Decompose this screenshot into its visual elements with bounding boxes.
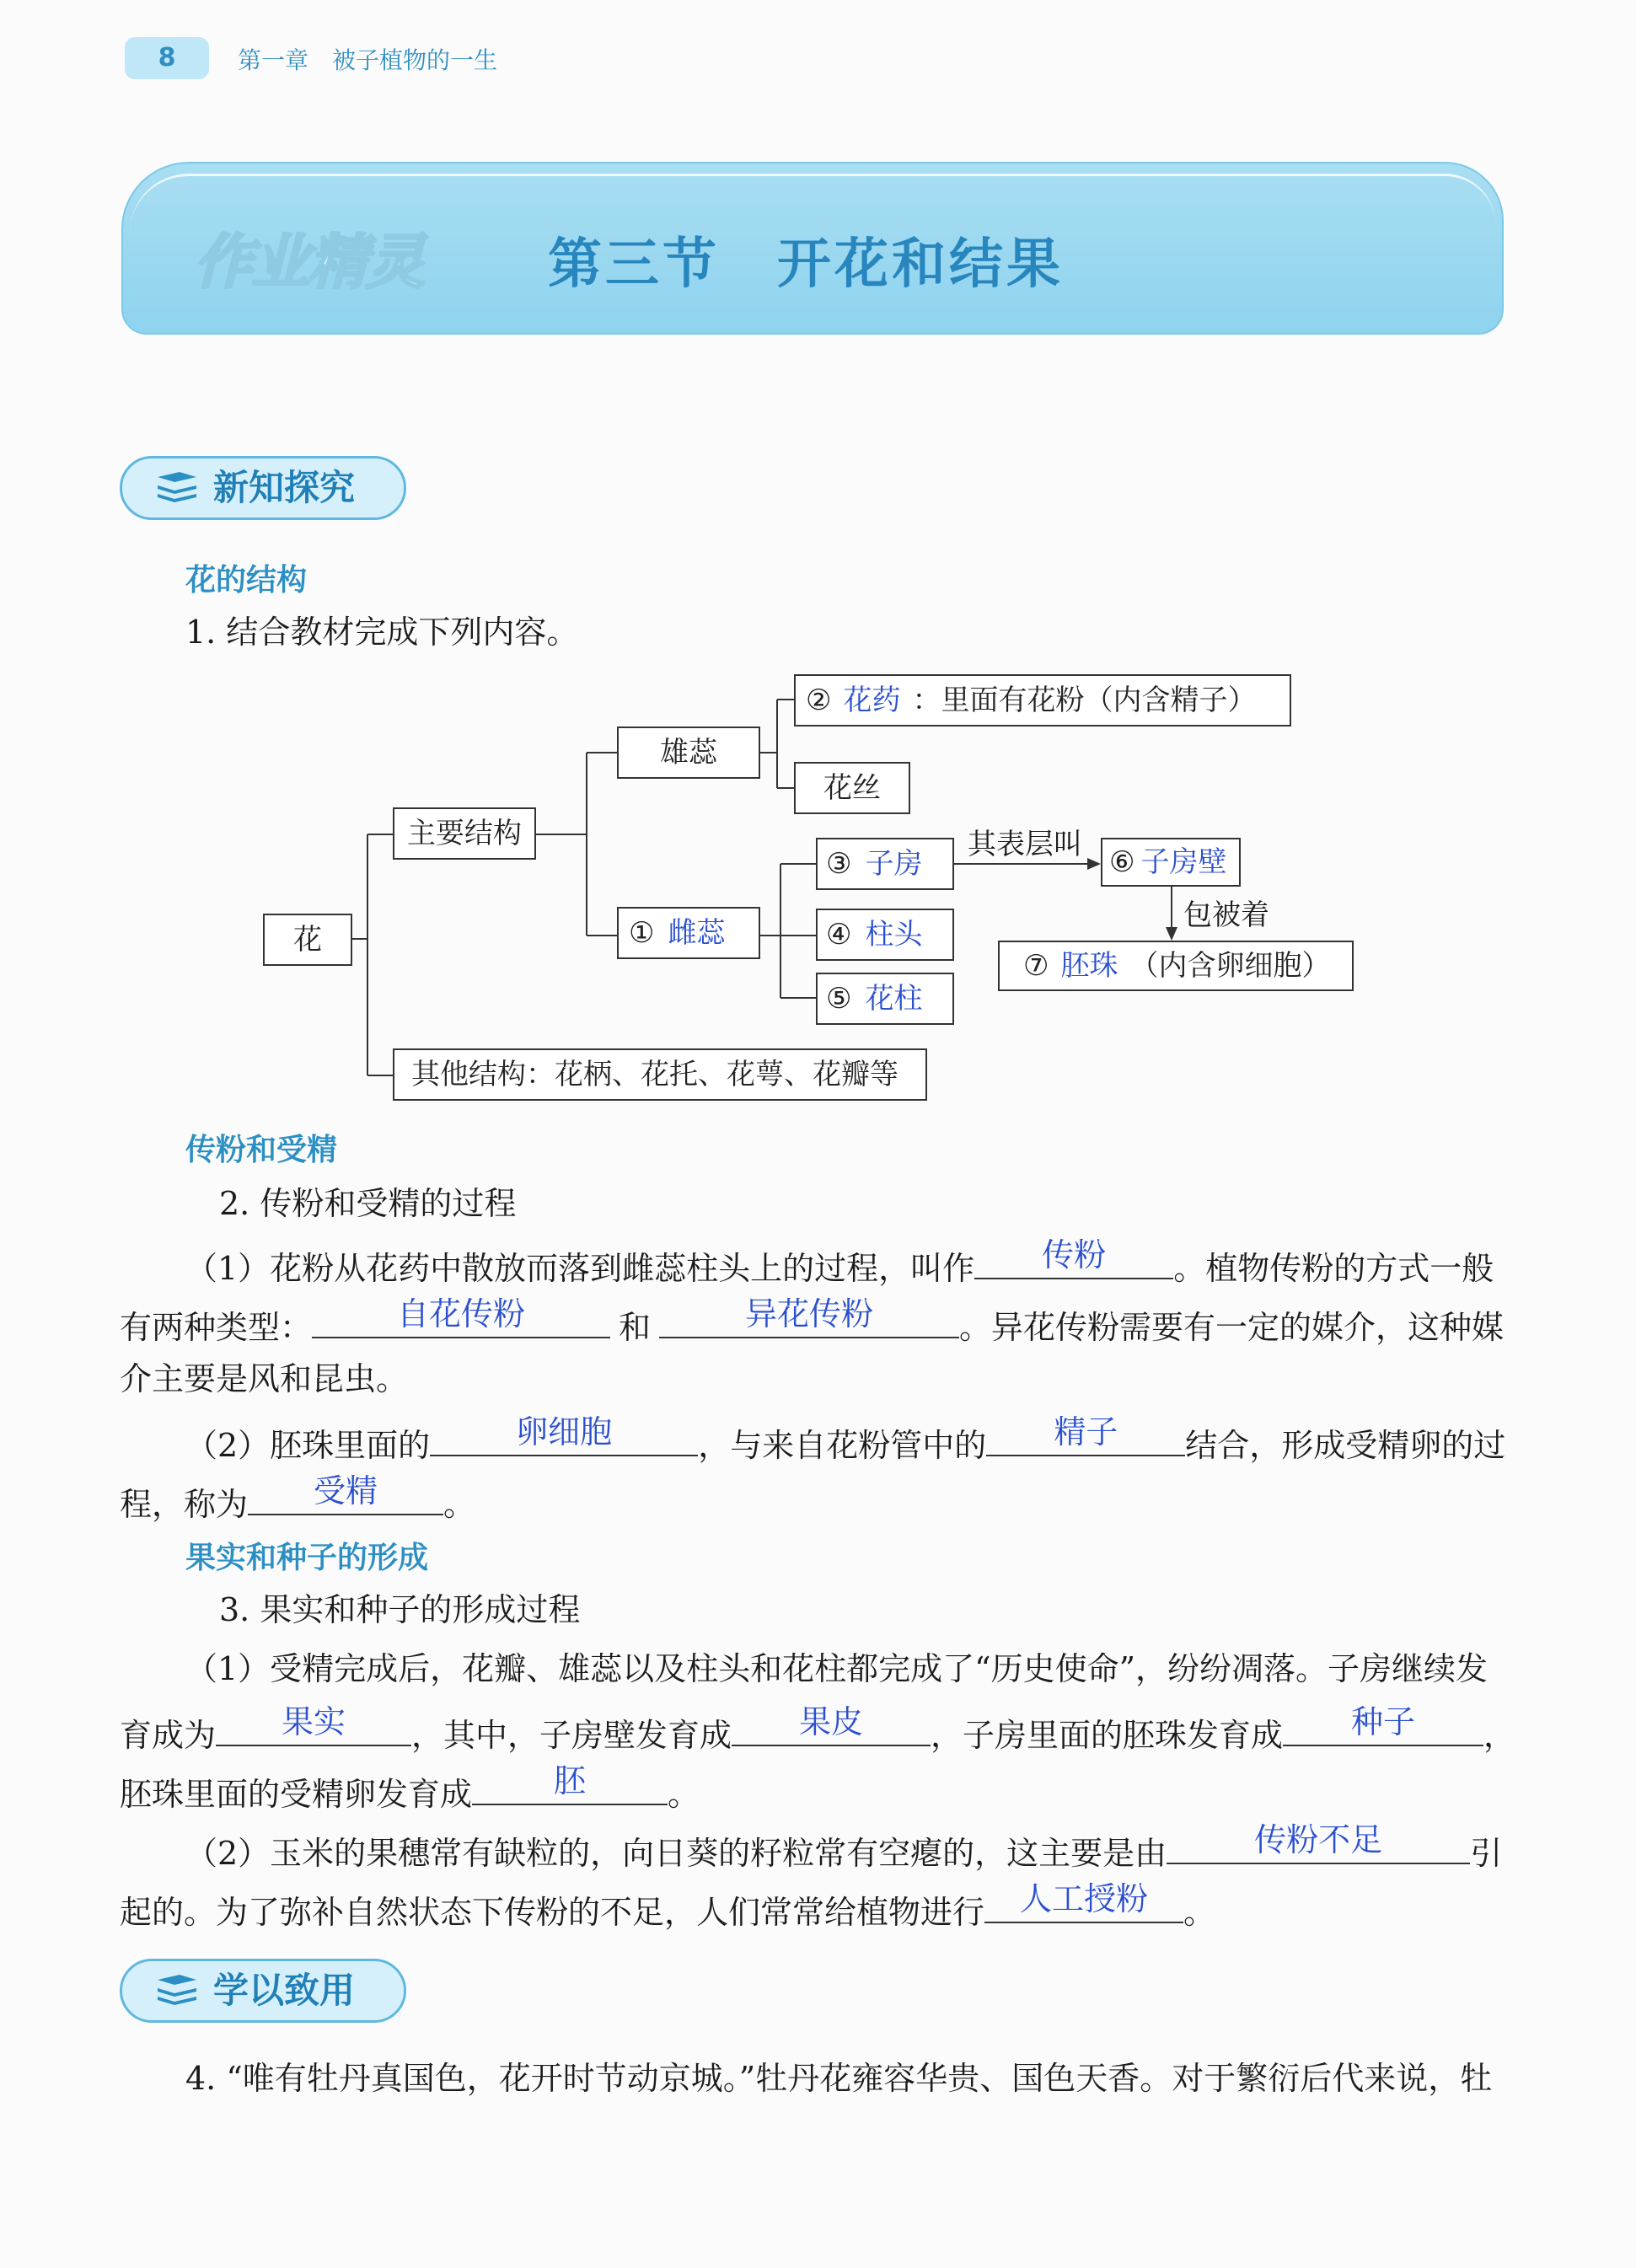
style-box <box>816 973 954 1025</box>
section-label-practice <box>120 1959 406 2023</box>
q2-text: 。植物传粉的方式一般 <box>1173 1250 1494 1287</box>
books-icon <box>154 1973 200 2010</box>
stigma-number: ④ <box>826 918 852 952</box>
other-structure-box: 其他结构：花柄、花托、花萼、花瓣等 <box>393 1048 927 1101</box>
answer-blank <box>472 1762 668 1805</box>
answer-text: 果实 <box>282 1703 346 1740</box>
stigma-box <box>816 909 954 961</box>
flower-box: 花 <box>263 914 352 966</box>
answer-blank <box>732 1703 931 1746</box>
q2-line-5 <box>120 1472 476 1525</box>
q3-line-3 <box>120 1762 700 1815</box>
anther-number: ② <box>806 684 832 717</box>
answer-blank <box>974 1236 1173 1279</box>
answer-blank <box>216 1703 411 1746</box>
q2-line-3: 介主要是风和昆虫。 <box>120 1360 409 1397</box>
ovary-box <box>816 838 954 890</box>
q2-text: （1）花粉从花药中散放而落到雌蕊柱头上的过程，叫作 <box>185 1250 975 1287</box>
ovary-wall-number: ⑥ <box>1109 845 1135 879</box>
pistil-number: ① <box>629 916 655 950</box>
filament-box: 花丝 <box>794 762 910 814</box>
q2-text: 。异花传粉需要有一定的媒介，这种媒 <box>959 1309 1505 1346</box>
q3-line-2 <box>120 1703 1516 1756</box>
lesson-title: 第三节 开花和结果 <box>548 233 1064 296</box>
surface-label: 其表层叫 <box>968 828 1082 861</box>
ovule-number: ⑦ <box>1023 949 1049 983</box>
answer-blank <box>659 1295 959 1338</box>
q3-text: 育成为 <box>120 1717 217 1754</box>
q3-text: ， <box>1483 1717 1516 1754</box>
ovule-box <box>998 941 1354 991</box>
stigma-answer: 柱头 <box>851 910 936 961</box>
pistil-box <box>617 907 760 959</box>
answer-blank <box>312 1295 610 1338</box>
question-2: 2. 传粉和受精的过程 <box>219 1185 517 1222</box>
answer-text: 受精 <box>314 1472 378 1509</box>
q2-text: 有两种类型： <box>120 1309 313 1346</box>
q3-line-1: （1）受精完成后，花瓣、雄蕊以及柱头和花柱都完成了“历史使命”，纷纷凋落。子房继续发 <box>185 1650 1488 1687</box>
answer-text: 传粉 <box>1042 1236 1107 1273</box>
wrap-label: 包被着 <box>1183 898 1269 932</box>
page-number: 8 <box>125 37 209 79</box>
ovary-wall-box <box>1101 838 1241 887</box>
q2-text: 结合，形成受精卵的过 <box>1185 1427 1506 1464</box>
answer-text: 人工授粉 <box>1020 1880 1149 1917</box>
q3-line-5 <box>120 1880 1216 1933</box>
q2-line-4 <box>185 1413 1506 1466</box>
ovule-description: （内含卵细胞） <box>1129 949 1331 983</box>
ovary-number: ③ <box>826 847 852 881</box>
style-number: ⑤ <box>826 982 852 1016</box>
q2-line-1 <box>185 1236 1494 1289</box>
ovule-answer: 胚珠 <box>1049 942 1129 991</box>
topic-heading-pollination: 传粉和受精 <box>185 1133 338 1167</box>
q3-text: 胚珠里面的受精卵发育成 <box>120 1776 473 1813</box>
q2-line-2 <box>120 1295 1505 1348</box>
anther-description: ：里面有花粉（内含精子） <box>912 684 1257 717</box>
answer-text: 卵细胞 <box>516 1413 613 1450</box>
anther-box <box>794 674 1291 727</box>
ovary-wall-answer: 子房壁 <box>1134 839 1232 887</box>
answer-text: 异花传粉 <box>745 1295 874 1332</box>
style-answer: 花柱 <box>851 974 936 1025</box>
answer-blank <box>1167 1821 1470 1864</box>
q2-text: 和 <box>619 1309 652 1346</box>
question-3: 3. 果实和种子的形成过程 <box>219 1591 581 1628</box>
answer-text: 传粉不足 <box>1254 1821 1383 1858</box>
q2-text: ，与来自花粉管中的 <box>698 1427 987 1464</box>
q3-text: 起的。为了弥补自然状态下传粉的不足，人们常常给植物进行 <box>120 1894 985 1931</box>
answer-blank <box>1283 1703 1483 1746</box>
q2-text: 。 <box>443 1486 476 1523</box>
ovary-answer: 子房 <box>851 839 936 890</box>
main-structure-box: 主要结构 <box>393 807 536 860</box>
brand-logo: 作业精灵 <box>194 228 423 297</box>
anther-answer: 花药 <box>831 676 912 727</box>
topic-heading-flower-structure: 花的结构 <box>185 563 308 598</box>
q3-text: 。 <box>668 1776 700 1813</box>
answer-blank <box>248 1472 443 1515</box>
q3-line-4 <box>185 1821 1503 1874</box>
answer-text: 精子 <box>1054 1413 1118 1450</box>
q3-text: 引 <box>1470 1835 1503 1872</box>
answer-blank <box>430 1413 698 1456</box>
answer-text: 种子 <box>1351 1703 1416 1740</box>
section-label-text: 新知探究 <box>213 467 356 508</box>
q2-text: （2）胚珠里面的 <box>185 1427 431 1464</box>
stamen-box: 雄蕊 <box>617 727 760 779</box>
q3-text: 。 <box>1183 1894 1216 1931</box>
pistil-answer: 雌蕊 <box>654 909 738 959</box>
q3-text: （2）玉米的果穗常有缺粒的，向日葵的籽粒常有空瘪的，这主要是由 <box>185 1835 1167 1872</box>
question-1: 1. 结合教材完成下列内容。 <box>185 614 579 651</box>
answer-blank <box>986 1413 1185 1456</box>
question-4: 4. “唯有牡丹真国色，花开时节动京城。”牡丹花雍容华贵、国色天香。对于繁衍后代来说，牡 <box>185 2060 1493 2097</box>
topic-heading-fruit-seed: 果实和种子的形成 <box>185 1541 429 1575</box>
q2-text: 程，称为 <box>120 1486 249 1523</box>
section-label-text: 学以致用 <box>213 1970 356 2011</box>
q3-text: ，子房里面的胚珠发育成 <box>931 1717 1284 1754</box>
answer-blank <box>984 1880 1183 1923</box>
chapter-title: 第一章 被子植物的一生 <box>238 46 498 74</box>
q3-text: ，其中，子房壁发育成 <box>411 1717 732 1754</box>
answer-text: 胚 <box>554 1762 587 1799</box>
answer-text: 果皮 <box>799 1703 864 1740</box>
answer-text: 自花传粉 <box>397 1295 526 1332</box>
